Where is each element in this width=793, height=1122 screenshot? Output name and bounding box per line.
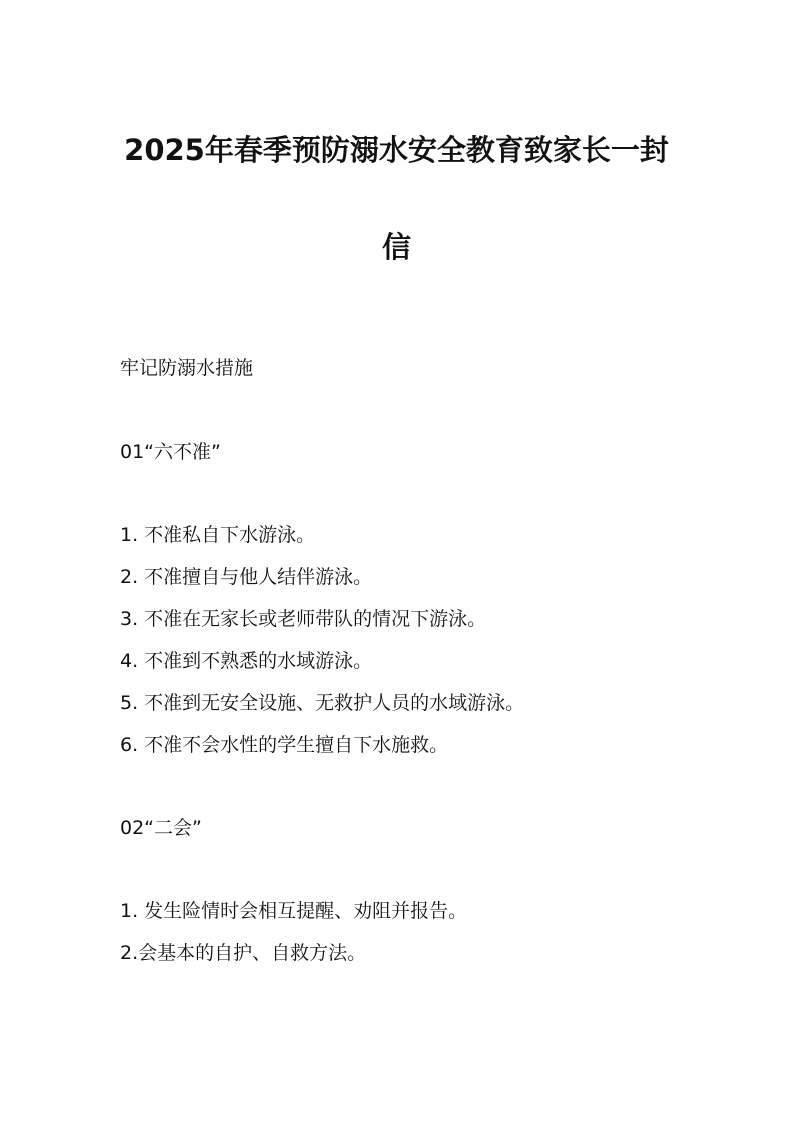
document-title-line-2: 信 bbox=[381, 230, 411, 264]
rule-item: 6. 不准不会水性的学生擅自下水施救。 bbox=[120, 734, 449, 756]
document-title-line-1: 2025年春季预防溺水安全教育致家长一封 bbox=[124, 133, 669, 167]
rule-item: 3. 不准在无家长或老师带队的情况下游泳。 bbox=[120, 608, 487, 630]
skill-item: 2.会基本的自护、自救方法。 bbox=[120, 942, 367, 964]
section-heading: 牢记防溺水措施 bbox=[120, 357, 254, 379]
rule-item: 4. 不准到不熟悉的水域游泳。 bbox=[120, 650, 373, 672]
rule-item: 1. 不准私自下水游泳。 bbox=[120, 524, 316, 546]
rule-item: 5. 不准到无安全设施、无救护人员的水域游泳。 bbox=[120, 692, 525, 714]
section-label-six-prohibitions: 01“六不准” bbox=[120, 441, 221, 463]
section-label-two-skills: 02“二会” bbox=[120, 817, 202, 839]
rule-item: 2. 不准擅自与他人结伴游泳。 bbox=[120, 566, 373, 588]
skill-item: 1. 发生险情时会相互提醒、劝阻并报告。 bbox=[120, 900, 468, 922]
